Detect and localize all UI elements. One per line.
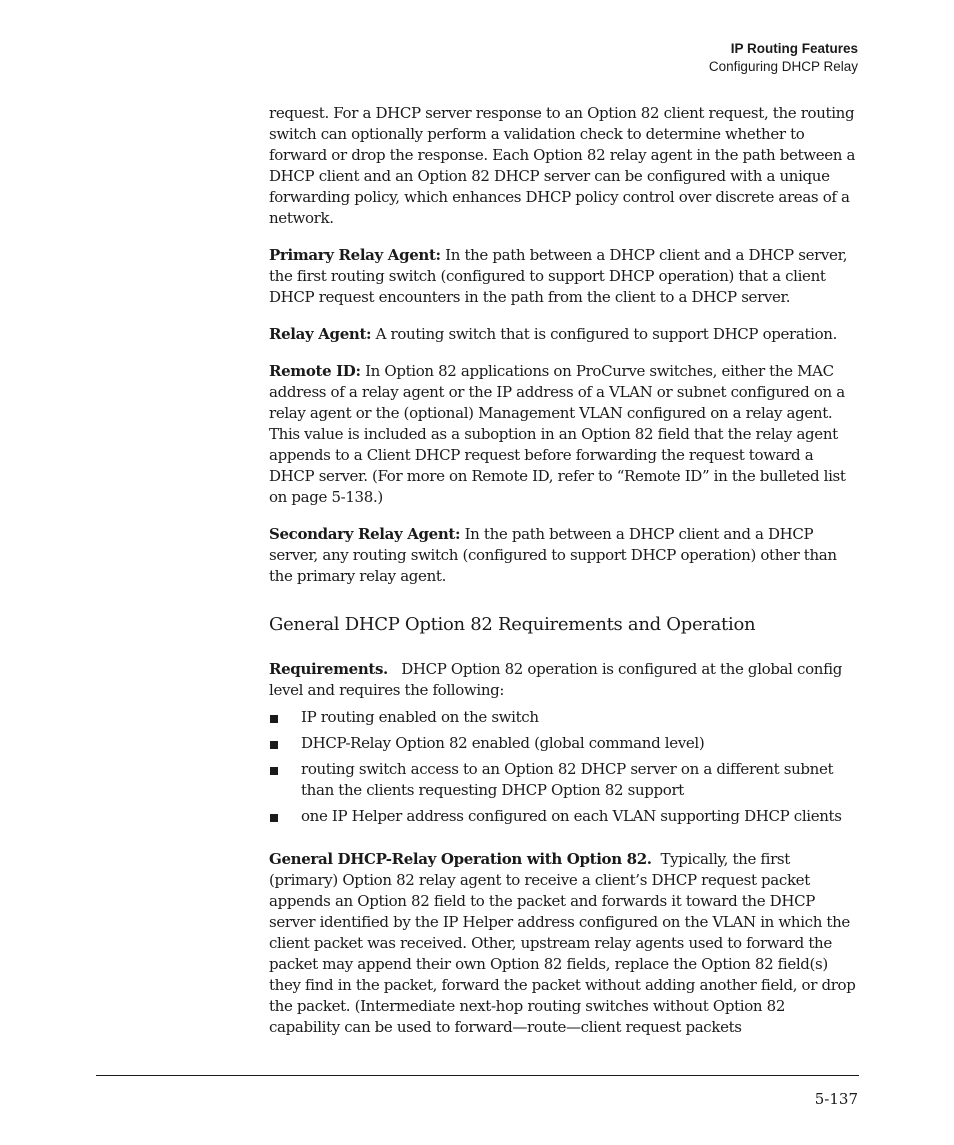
list-item <box>269 707 859 728</box>
definition-primary-relay-agent <box>269 245 859 308</box>
square-bullet-icon <box>270 767 278 775</box>
square-bullet-icon <box>270 741 278 749</box>
page-number: 5-137 <box>814 1090 858 1108</box>
requirements-text: DHCP Option 82 operation is configured at the global config level and requires the following: <box>269 660 842 699</box>
header-subsection-title: Configuring DHCP Relay <box>708 59 858 74</box>
definition-text: In the path between a DHCP client and a DHCP server, the first routing switch (configured to support DHCP operation) that a client DHCP request encounters in the path from the client to a DHCP server. <box>269 246 848 306</box>
definition-term: Remote ID: <box>269 362 361 380</box>
definition-text: A routing switch that is configured to support DHCP operation. <box>371 325 837 343</box>
definition-text: In Option 82 applications on ProCurve switches, either the MAC address of a relay agent or the IP address of a VLAN or subnet configured on a relay agent or the (optional) Management VLAN configured on a relay agent. This value is included as a suboption in an Option 82 field that the relay agent appends to a Client DHCP request before forwarding the request toward a DHCP server. (For more on Remote ID, refer to “Remote ID” in the bulleted list on page 5-138.) <box>269 362 846 506</box>
definition-relay-agent <box>269 324 859 345</box>
header-section-title: IP Routing Features <box>730 41 858 56</box>
definition-term: Secondary Relay Agent: <box>269 525 461 543</box>
operation-paragraph <box>269 849 859 1038</box>
list-item-text: routing switch access to an Option 82 DHCP server on a different subnet than the clients requesting DHCP Option 82 support <box>301 760 834 799</box>
requirements-label: Requirements. <box>269 660 388 678</box>
list-item-text: one IP Helper address configured on each VLAN supporting DHCP clients <box>301 807 842 825</box>
operation-label: General DHCP-Relay Operation with Option 82. <box>269 850 652 868</box>
definition-remote-id <box>269 361 859 508</box>
list-item <box>269 759 859 801</box>
definition-text: In the path between a DHCP client and a DHCP server, any routing switch (configured to support DHCP operation) other than the primary relay agent. <box>269 525 837 585</box>
list-item-text: DHCP-Relay Option 82 enabled (global command level) <box>301 734 705 752</box>
page-body <box>269 103 859 1054</box>
running-header <box>709 40 858 76</box>
list-item <box>269 733 859 754</box>
list-item <box>269 806 859 827</box>
definition-term: Primary Relay Agent: <box>269 246 441 264</box>
definition-secondary-relay-agent <box>269 524 859 587</box>
square-bullet-icon <box>270 814 278 822</box>
requirements-paragraph <box>269 659 859 701</box>
requirements-list <box>269 707 859 827</box>
square-bullet-icon <box>270 715 278 723</box>
section-heading: General DHCP Option 82 Requirements and Operation <box>269 614 756 635</box>
definition-term: Relay Agent: <box>269 325 372 343</box>
list-item-text: IP routing enabled on the switch <box>301 708 539 726</box>
intro-paragraph: request. For a DHCP server response to an Option 82 client request, the routing switch can optionally perform a validation check to determine whether to forward or drop the response. Each Option 82 relay agent in the path between a DHCP client and an Option 82 DHCP server can be configured with a unique forwarding policy, which enhances DHCP policy control over discrete areas of a network. <box>269 104 856 227</box>
footer-rule <box>96 1075 859 1076</box>
operation-text: Typically, the first (primary) Option 82 relay agent to receive a client’s DHCP request packet appends an Option 82 field to the packet and forwards it toward the DHCP server identified by the IP Helper address configured on the VLAN in which the client packet was received. Other, upstream relay agents used to forward the packet may append their own Option 82 fields, replace the Option 82 field(s) they find in the packet, forward the packet without adding another field, or drop the packet. (Intermediate next-hop routing switches without Option 82 capability can be used to forward—route—client request packets <box>269 850 856 1036</box>
